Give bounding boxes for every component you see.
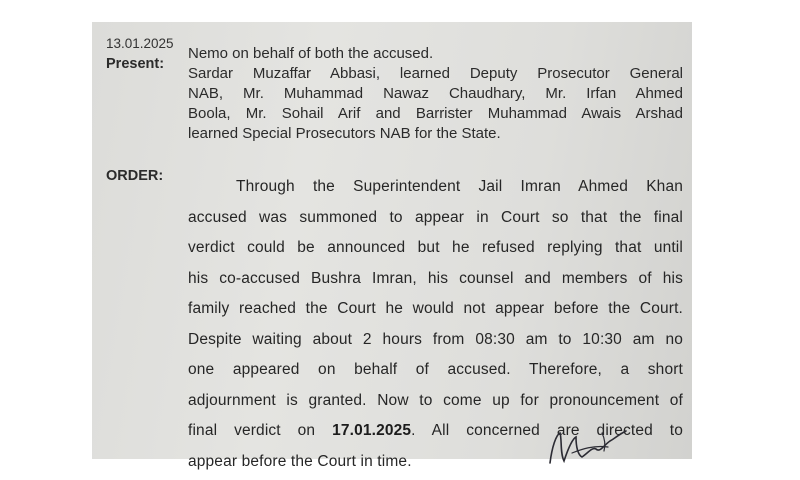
verdict-date: 17.01.2025 — [332, 422, 412, 439]
present-line: Nemo on behalf of both the accused. — [188, 45, 434, 62]
order-line: Despite waiting about 2 hours from 08:30 am to 10:30 am no — [188, 330, 683, 348]
present-line: Sardar Muzaffar Abbasi, learned Deputy Prosecutor General — [188, 65, 683, 82]
order-line: his co-accused Bushra Imran, his counsel and members of his — [188, 269, 683, 287]
present-line: NAB, Mr. Muhammad Nawaz Chaudhary, Mr. Irfan Ahmed — [188, 85, 683, 102]
order-line: accused was summoned to appear in Court so that the final — [188, 208, 683, 226]
handwritten-signature — [542, 427, 632, 467]
order-date: 13.01.2025 — [106, 36, 174, 51]
order-line: adjournment is granted. Now to come up for pronouncement of — [188, 391, 683, 409]
order-label: ORDER: — [106, 168, 164, 184]
verdict-text-after: . All concerned are directed to — [411, 422, 683, 439]
present-line: Boola, Mr. Sohail Arif and Barrister Muhammad Awais Arshad — [188, 105, 683, 122]
present-label: Present: — [106, 56, 165, 72]
verdict-text-before: final verdict on — [188, 422, 333, 439]
order-sheet — [92, 22, 692, 470]
present-line: learned Special Prosecutors NAB for the State. — [188, 125, 501, 142]
order-line: family reached the Court he would not appear before the Court. — [188, 300, 683, 317]
order-line: one appeared on behalf of accused. Therefore, a short — [188, 361, 683, 378]
present-section — [188, 44, 683, 144]
order-line: Through the Superintendent Jail Imran Ahmed Khan — [236, 178, 683, 195]
order-line: appear before the Court in time. — [188, 452, 412, 470]
order-line: verdict could be announced but he refused replying that until — [188, 239, 683, 256]
